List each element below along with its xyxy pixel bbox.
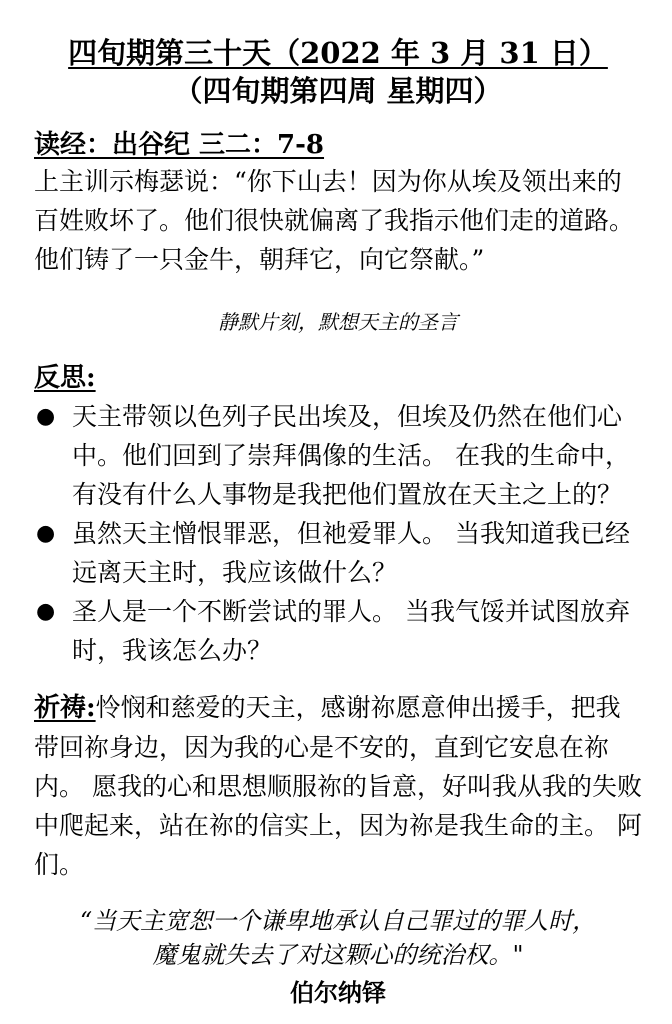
title-date-line: 四旬期第三十天（2022 年 3 月 31 日） <box>68 36 608 70</box>
reflection-item-text: 天主带领以色列子民出埃及，但埃及仍然在他们心中。他们回到了崇拜偶像的生活。 在我的生命中，有没有什么人事物是我把他们置放在天主之上的？ <box>72 402 630 509</box>
bullet-icon: ● <box>36 521 56 546</box>
closing-quote <box>34 904 642 972</box>
reflection-item-text: 圣人是一个不断尝试的罪人。 当我气馁并试图放弃时，我该怎么办？ <box>72 597 630 665</box>
reflection-item-text: 虽然天主憎恨罪恶，但祂爱罪人。 当我知道我已经远离天主时，我应该做什么？ <box>72 519 630 587</box>
quote-line-2: 魔鬼就失去了对这颗心的统治权。" <box>152 941 524 969</box>
quote-author: 伯尔纳铎 <box>290 978 386 1007</box>
prayer-section <box>34 688 642 884</box>
reflection-item <box>34 397 642 514</box>
reflection-item <box>34 514 642 592</box>
reading-text: 上主训示梅瑟说：“你下山去！因为你从埃及领出来的百姓败坏了。他们很快就偏离了我指示他们走的道路。他们铸了一只金牛，朝拜它，向它祭献。” <box>34 167 635 274</box>
meditation-prompt: 静默片刻，默想天主的圣言 <box>218 310 458 334</box>
bullet-icon: ● <box>36 404 56 429</box>
page-title <box>34 34 642 110</box>
reflection-section <box>34 361 642 670</box>
prayer-heading: 祈祷: <box>34 693 96 723</box>
reflection-list <box>34 397 642 670</box>
prayer-text: 怜悯和慈爱的天主，感谢祢愿意伸出援手，把我带回祢身边，因为我的心是不安的，直到它安息在祢内。 愿我的心和思想顺服祢的旨意，好叫我从我的失败中爬起来，站在祢的信实上，因为祢是我生命的主。 阿们。 <box>34 693 642 879</box>
reflection-heading: 反思: <box>34 363 96 393</box>
reading-heading: 读经：出谷纪 三二：7-8 <box>34 130 325 160</box>
reflection-item <box>34 592 642 670</box>
bullet-icon: ● <box>36 599 56 624</box>
title-week-line: （四旬期第四周 星期四） <box>173 74 503 108</box>
reading-section <box>34 128 642 279</box>
quote-line-1: “当天主宽恕一个谦卑地承认自己罪过的罪人时， <box>79 907 597 935</box>
